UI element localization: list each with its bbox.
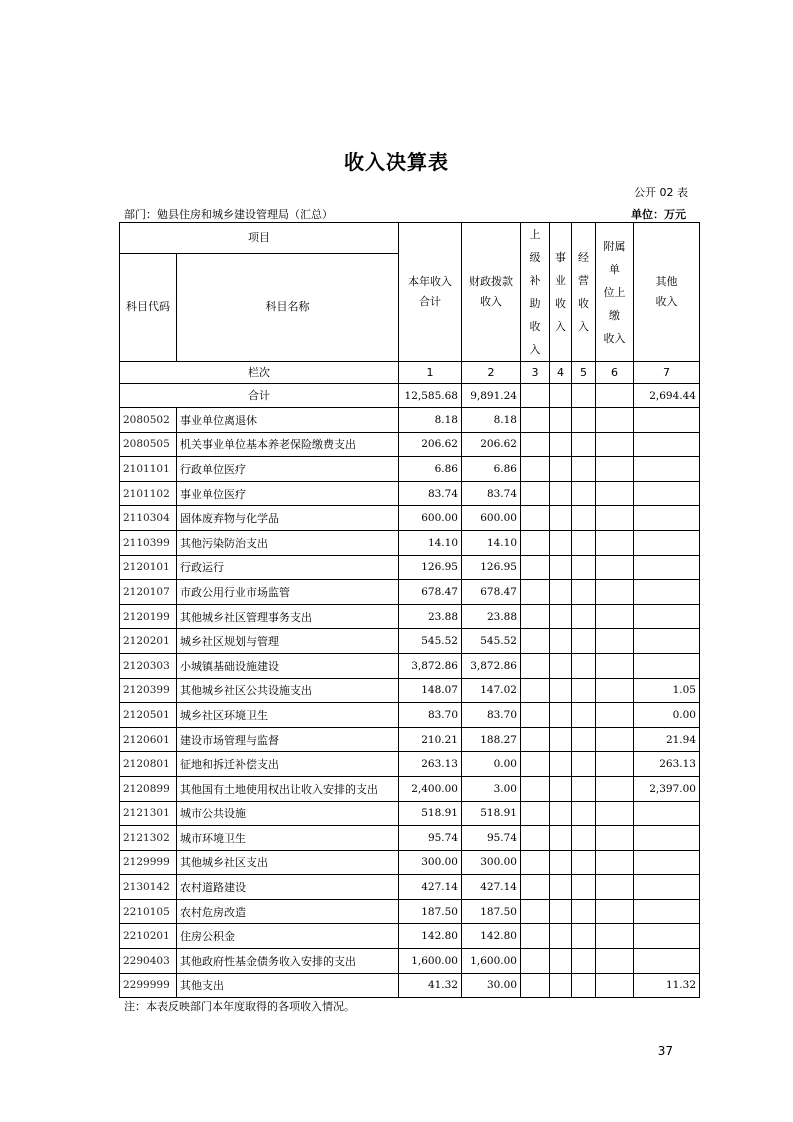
row-fiscal-cell: 3.00 <box>462 776 521 801</box>
row-other-cell <box>634 604 700 629</box>
row-business-cell <box>550 506 572 531</box>
row-name-cell: 农村危房改造 <box>177 899 399 924</box>
column-index: 4 <box>550 362 572 384</box>
row-fiscal-cell: 545.52 <box>462 629 521 654</box>
row-affiliated-cell <box>596 653 634 678</box>
row-code-cell: 2120501 <box>120 703 177 728</box>
row-superior-cell <box>521 924 550 949</box>
row-code-cell: 2101101 <box>120 457 177 482</box>
row-total-cell: 210.21 <box>399 727 462 752</box>
row-operating-cell <box>572 555 596 580</box>
row-business-cell <box>550 530 572 555</box>
row-business-cell <box>550 826 572 851</box>
row-fiscal-cell: 1,600.00 <box>462 949 521 974</box>
row-fiscal-cell: 126.95 <box>462 555 521 580</box>
row-total-cell: 83.70 <box>399 703 462 728</box>
table-row <box>120 776 700 801</box>
row-fiscal-cell: 188.27 <box>462 727 521 752</box>
row-code-cell: 2120899 <box>120 776 177 801</box>
table-row <box>120 949 700 974</box>
row-superior-cell <box>521 653 550 678</box>
table-row <box>120 604 700 629</box>
row-other-cell <box>634 457 700 482</box>
header-operating: 经 营 收 入 <box>572 223 596 362</box>
row-code-cell: 2120601 <box>120 727 177 752</box>
row-code-cell: 2120101 <box>120 555 177 580</box>
header-item: 项目 <box>120 223 399 254</box>
row-name-cell: 行政单位医疗 <box>177 457 399 482</box>
row-code-cell: 2299999 <box>120 973 177 998</box>
total-fiscal-cell: 9,891.24 <box>462 384 521 408</box>
row-business-cell <box>550 899 572 924</box>
row-other-cell <box>634 530 700 555</box>
table-row <box>120 457 700 482</box>
row-business-cell <box>550 432 572 457</box>
row-affiliated-cell <box>596 580 634 605</box>
row-other-cell <box>634 408 700 433</box>
table-row <box>120 580 700 605</box>
table-row <box>120 678 700 703</box>
row-other-cell: 21.94 <box>634 727 700 752</box>
row-total-cell: 83.74 <box>399 481 462 506</box>
table-row <box>120 850 700 875</box>
row-name-cell: 其他政府性基金债务收入安排的支出 <box>177 949 399 974</box>
department-label: 部门：勉县住房和城乡建设管理局（汇总） <box>124 208 333 221</box>
row-superior-cell <box>521 703 550 728</box>
header-total: 本年收入 合计 <box>399 223 462 362</box>
row-business-cell <box>550 949 572 974</box>
row-fiscal-cell: 8.18 <box>462 408 521 433</box>
row-code-cell: 2290403 <box>120 949 177 974</box>
row-operating-cell <box>572 408 596 433</box>
row-total-cell: 95.74 <box>399 826 462 851</box>
header-superior: 上 级 补 助 收 入 <box>521 223 550 362</box>
row-fiscal-cell: 0.00 <box>462 752 521 777</box>
column-index-label: 栏次 <box>120 362 399 384</box>
row-code-cell: 2120399 <box>120 678 177 703</box>
row-operating-cell <box>572 481 596 506</box>
row-fiscal-cell: 206.62 <box>462 432 521 457</box>
row-business-cell <box>550 703 572 728</box>
row-name-cell: 农村道路建设 <box>177 875 399 900</box>
row-fiscal-cell: 600.00 <box>462 506 521 531</box>
row-affiliated-cell <box>596 776 634 801</box>
table-row <box>120 826 700 851</box>
row-fiscal-cell: 142.80 <box>462 924 521 949</box>
row-superior-cell <box>521 850 550 875</box>
row-name-cell: 城市环境卫生 <box>177 826 399 851</box>
row-other-cell <box>634 924 700 949</box>
row-affiliated-cell <box>596 826 634 851</box>
row-total-cell: 206.62 <box>399 432 462 457</box>
row-total-cell: 427.14 <box>399 875 462 900</box>
row-affiliated-cell <box>596 875 634 900</box>
row-operating-cell <box>572 678 596 703</box>
row-affiliated-cell <box>596 432 634 457</box>
row-fiscal-cell: 83.70 <box>462 703 521 728</box>
row-superior-cell <box>521 776 550 801</box>
row-affiliated-cell <box>596 604 634 629</box>
row-business-cell <box>550 752 572 777</box>
row-superior-cell <box>521 408 550 433</box>
row-superior-cell <box>521 530 550 555</box>
row-business-cell <box>550 801 572 826</box>
row-name-cell: 其他城乡社区管理事务支出 <box>177 604 399 629</box>
table-row <box>120 752 700 777</box>
row-total-cell: 142.80 <box>399 924 462 949</box>
table-row <box>120 801 700 826</box>
row-affiliated-cell <box>596 530 634 555</box>
row-business-cell <box>550 776 572 801</box>
row-total-cell: 263.13 <box>399 752 462 777</box>
row-total-cell: 1,600.00 <box>399 949 462 974</box>
row-operating-cell <box>572 629 596 654</box>
row-business-cell <box>550 727 572 752</box>
row-other-cell <box>634 481 700 506</box>
row-fiscal-cell: 30.00 <box>462 973 521 998</box>
row-name-cell: 建设市场管理与监督 <box>177 727 399 752</box>
row-operating-cell <box>572 850 596 875</box>
row-other-cell <box>634 629 700 654</box>
column-index: 2 <box>462 362 521 384</box>
row-name-cell: 住房公积金 <box>177 924 399 949</box>
row-total-cell: 3,872.86 <box>399 653 462 678</box>
row-fiscal-cell: 83.74 <box>462 481 521 506</box>
row-superior-cell <box>521 629 550 654</box>
row-name-cell: 城乡社区环境卫生 <box>177 703 399 728</box>
row-name-cell: 其他城乡社区公共设施支出 <box>177 678 399 703</box>
row-fiscal-cell: 6.86 <box>462 457 521 482</box>
row-name-cell: 小城镇基础设施建设 <box>177 653 399 678</box>
row-superior-cell <box>521 752 550 777</box>
table-row <box>120 629 700 654</box>
row-code-cell: 2120199 <box>120 604 177 629</box>
row-affiliated-cell <box>596 801 634 826</box>
row-other-cell <box>634 949 700 974</box>
row-code-cell: 2110399 <box>120 530 177 555</box>
row-superior-cell <box>521 580 550 605</box>
row-affiliated-cell <box>596 457 634 482</box>
form-code: 公开 02 表 <box>634 186 688 199</box>
row-affiliated-cell <box>596 678 634 703</box>
row-fiscal-cell: 187.50 <box>462 899 521 924</box>
row-affiliated-cell <box>596 899 634 924</box>
row-name-cell: 城乡社区规划与管理 <box>177 629 399 654</box>
row-total-cell: 518.91 <box>399 801 462 826</box>
table-row <box>120 432 700 457</box>
row-operating-cell <box>572 752 596 777</box>
row-fiscal-cell: 95.74 <box>462 826 521 851</box>
row-business-cell <box>550 678 572 703</box>
row-other-cell <box>634 801 700 826</box>
row-code-cell: 2080502 <box>120 408 177 433</box>
row-affiliated-cell <box>596 629 634 654</box>
table-row <box>120 727 700 752</box>
row-superior-cell <box>521 949 550 974</box>
table-row <box>120 924 700 949</box>
total-business-cell <box>550 384 572 408</box>
row-business-cell <box>550 653 572 678</box>
row-fiscal-cell: 3,872.86 <box>462 653 521 678</box>
table-row <box>120 506 700 531</box>
row-business-cell <box>550 629 572 654</box>
row-operating-cell <box>572 727 596 752</box>
row-affiliated-cell <box>596 949 634 974</box>
row-business-cell <box>550 555 572 580</box>
row-operating-cell <box>572 875 596 900</box>
row-total-cell: 41.32 <box>399 973 462 998</box>
table-row <box>120 875 700 900</box>
row-business-cell <box>550 875 572 900</box>
row-code-cell: 2121302 <box>120 826 177 851</box>
row-operating-cell <box>572 801 596 826</box>
row-operating-cell <box>572 604 596 629</box>
row-fiscal-cell: 300.00 <box>462 850 521 875</box>
row-code-cell: 2210201 <box>120 924 177 949</box>
row-superior-cell <box>521 727 550 752</box>
row-name-cell: 其他国有土地使用权出让收入安排的支出 <box>177 776 399 801</box>
row-total-cell: 2,400.00 <box>399 776 462 801</box>
row-affiliated-cell <box>596 408 634 433</box>
column-index: 6 <box>596 362 634 384</box>
row-business-cell <box>550 604 572 629</box>
row-name-cell: 固体废弃物与化学品 <box>177 506 399 531</box>
row-fiscal-cell: 518.91 <box>462 801 521 826</box>
row-affiliated-cell <box>596 506 634 531</box>
column-index: 3 <box>521 362 550 384</box>
row-other-cell <box>634 826 700 851</box>
table-row <box>120 703 700 728</box>
row-total-cell: 14.10 <box>399 530 462 555</box>
row-code-cell: 2130142 <box>120 875 177 900</box>
row-other-cell <box>634 555 700 580</box>
row-other-cell: 2,397.00 <box>634 776 700 801</box>
row-total-cell: 148.07 <box>399 678 462 703</box>
row-total-cell: 187.50 <box>399 899 462 924</box>
row-affiliated-cell <box>596 481 634 506</box>
row-code-cell: 2120201 <box>120 629 177 654</box>
row-superior-cell <box>521 973 550 998</box>
row-superior-cell <box>521 481 550 506</box>
row-operating-cell <box>572 653 596 678</box>
row-business-cell <box>550 580 572 605</box>
row-business-cell <box>550 973 572 998</box>
row-other-cell: 263.13 <box>634 752 700 777</box>
row-fiscal-cell: 23.88 <box>462 604 521 629</box>
row-operating-cell <box>572 580 596 605</box>
row-name-cell: 市政公用行业市场监管 <box>177 580 399 605</box>
table-row <box>120 973 700 998</box>
total-operating-cell <box>572 384 596 408</box>
total-income-cell: 12,585.68 <box>399 384 462 408</box>
column-index: 1 <box>399 362 462 384</box>
row-code-cell: 2120801 <box>120 752 177 777</box>
total-superior-cell <box>521 384 550 408</box>
row-name-cell: 机关事业单位基本养老保险缴费支出 <box>177 432 399 457</box>
row-superior-cell <box>521 604 550 629</box>
row-name-cell: 事业单位医疗 <box>177 481 399 506</box>
row-operating-cell <box>572 826 596 851</box>
row-fiscal-cell: 678.47 <box>462 580 521 605</box>
row-superior-cell <box>521 457 550 482</box>
row-code-cell: 2120303 <box>120 653 177 678</box>
row-business-cell <box>550 924 572 949</box>
table-row <box>120 899 700 924</box>
page-number: 37 <box>657 1044 673 1058</box>
row-operating-cell <box>572 899 596 924</box>
row-name-cell: 事业单位离退休 <box>177 408 399 433</box>
row-total-cell: 23.88 <box>399 604 462 629</box>
row-name-cell: 其他污染防治支出 <box>177 530 399 555</box>
row-name-cell: 城市公共设施 <box>177 801 399 826</box>
table-row <box>120 481 700 506</box>
row-affiliated-cell <box>596 850 634 875</box>
row-other-cell <box>634 850 700 875</box>
row-superior-cell <box>521 678 550 703</box>
row-other-cell <box>634 432 700 457</box>
row-operating-cell <box>572 530 596 555</box>
row-code-cell: 2101102 <box>120 481 177 506</box>
row-fiscal-cell: 14.10 <box>462 530 521 555</box>
row-affiliated-cell <box>596 973 634 998</box>
row-other-cell <box>634 899 700 924</box>
row-name-cell: 其他支出 <box>177 973 399 998</box>
row-affiliated-cell <box>596 727 634 752</box>
header-other: 其他 收入 <box>634 223 700 362</box>
row-affiliated-cell <box>596 703 634 728</box>
header-business: 事 业 收 入 <box>550 223 572 362</box>
total-affiliated-cell <box>596 384 634 408</box>
row-superior-cell <box>521 899 550 924</box>
row-name-cell: 行政运行 <box>177 555 399 580</box>
row-other-cell: 1.05 <box>634 678 700 703</box>
row-total-cell: 126.95 <box>399 555 462 580</box>
row-other-cell: 11.32 <box>634 973 700 998</box>
row-operating-cell <box>572 949 596 974</box>
row-code-cell: 2110304 <box>120 506 177 531</box>
row-other-cell <box>634 580 700 605</box>
table-row <box>120 555 700 580</box>
row-total-cell: 8.18 <box>399 408 462 433</box>
table-body <box>120 408 700 998</box>
row-total-cell: 678.47 <box>399 580 462 605</box>
row-other-cell <box>634 506 700 531</box>
unit-label: 单位：万元 <box>631 208 686 221</box>
row-total-cell: 545.52 <box>399 629 462 654</box>
row-business-cell <box>550 457 572 482</box>
row-superior-cell <box>521 801 550 826</box>
income-table <box>119 222 700 998</box>
row-code-cell: 2121301 <box>120 801 177 826</box>
row-affiliated-cell <box>596 924 634 949</box>
header-fiscal: 财政拨款 收入 <box>462 223 521 362</box>
column-index: 7 <box>634 362 700 384</box>
row-operating-cell <box>572 506 596 531</box>
header-code: 科目代码 <box>120 253 177 361</box>
header-affiliated: 附属 单 位上 缴 收入 <box>596 223 634 362</box>
row-code-cell: 2120107 <box>120 580 177 605</box>
row-code-cell: 2080505 <box>120 432 177 457</box>
row-superior-cell <box>521 506 550 531</box>
header-name: 科目名称 <box>177 253 399 361</box>
row-operating-cell <box>572 776 596 801</box>
row-operating-cell <box>572 703 596 728</box>
row-name-cell: 其他城乡社区支出 <box>177 850 399 875</box>
row-superior-cell <box>521 432 550 457</box>
row-fiscal-cell: 427.14 <box>462 875 521 900</box>
row-business-cell <box>550 481 572 506</box>
row-business-cell <box>550 850 572 875</box>
row-operating-cell <box>572 457 596 482</box>
total-row-label: 合计 <box>120 384 399 408</box>
row-superior-cell <box>521 826 550 851</box>
row-total-cell: 6.86 <box>399 457 462 482</box>
row-operating-cell <box>572 432 596 457</box>
row-name-cell: 征地和拆迁补偿支出 <box>177 752 399 777</box>
row-operating-cell <box>572 973 596 998</box>
row-code-cell: 2210105 <box>120 899 177 924</box>
row-superior-cell <box>521 875 550 900</box>
row-affiliated-cell <box>596 752 634 777</box>
total-other-cell: 2,694.44 <box>634 384 700 408</box>
footnote: 注：本表反映部门本年度取得的各项收入情况。 <box>124 1000 355 1013</box>
row-total-cell: 300.00 <box>399 850 462 875</box>
row-code-cell: 2129999 <box>120 850 177 875</box>
table-row <box>120 653 700 678</box>
row-other-cell: 0.00 <box>634 703 700 728</box>
row-other-cell <box>634 875 700 900</box>
table-row <box>120 530 700 555</box>
column-index: 5 <box>572 362 596 384</box>
row-affiliated-cell <box>596 555 634 580</box>
page-title: 收入决算表 <box>344 150 449 174</box>
row-total-cell: 600.00 <box>399 506 462 531</box>
row-other-cell <box>634 653 700 678</box>
row-business-cell <box>550 408 572 433</box>
row-fiscal-cell: 147.02 <box>462 678 521 703</box>
row-operating-cell <box>572 924 596 949</box>
table-row <box>120 408 700 433</box>
row-superior-cell <box>521 555 550 580</box>
